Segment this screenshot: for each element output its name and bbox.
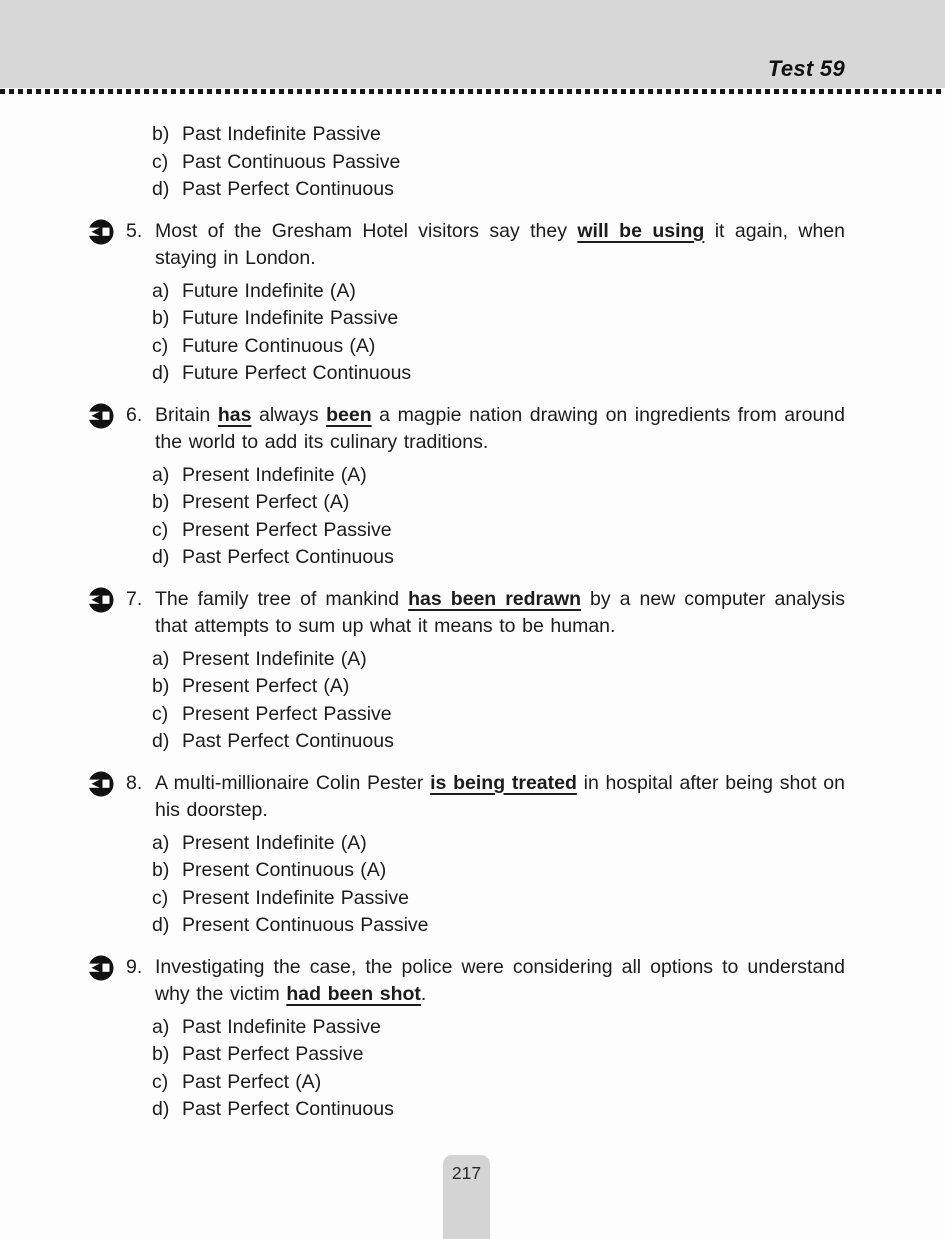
option-letter: b) bbox=[152, 491, 170, 513]
answer-option bbox=[0, 517, 945, 545]
option-letter: b) bbox=[152, 307, 170, 329]
question-options bbox=[0, 1014, 945, 1124]
question-number: 8. bbox=[126, 771, 143, 794]
answer-option bbox=[0, 646, 945, 674]
question-block bbox=[0, 218, 945, 388]
leftover-options bbox=[0, 121, 945, 204]
option-text: Future Perfect Continuous bbox=[182, 362, 412, 384]
option-text: Present Perfect Passive bbox=[182, 702, 392, 725]
question-text: The family tree of mankind has been redrawn by a new computer analysis that attempts to sum up what it means to be human. bbox=[155, 587, 845, 637]
option-text: Future Continuous (A) bbox=[182, 334, 376, 357]
header-band bbox=[0, 0, 945, 88]
answer-option bbox=[0, 1014, 945, 1042]
answer-option bbox=[0, 149, 945, 177]
dotted-divider bbox=[0, 88, 945, 95]
option-text: Past Perfect Continuous bbox=[182, 730, 394, 752]
question-block bbox=[0, 954, 945, 1124]
option-letter: d) bbox=[152, 914, 170, 936]
option-text: Past Perfect (A) bbox=[182, 1070, 322, 1093]
question-number: 7. bbox=[126, 587, 143, 610]
answer-option bbox=[0, 728, 945, 756]
question-options bbox=[0, 830, 945, 940]
option-text: Present Perfect (A) bbox=[182, 675, 350, 697]
option-letter: d) bbox=[152, 178, 170, 200]
option-letter: d) bbox=[152, 1098, 170, 1120]
option-text: Present Indefinite (A) bbox=[182, 463, 367, 486]
answer-option bbox=[0, 360, 945, 388]
answer-option bbox=[0, 885, 945, 913]
option-letter: a) bbox=[152, 463, 170, 486]
question-text: Investigating the case, the police were considering all options to understand why the victim had been shot. bbox=[155, 955, 845, 1005]
page-tab bbox=[443, 1155, 490, 1239]
question-number: 9. bbox=[126, 955, 143, 978]
option-text: Past Perfect Passive bbox=[182, 1043, 364, 1065]
answer-option bbox=[0, 912, 945, 940]
option-letter: b) bbox=[152, 123, 170, 145]
answer-option bbox=[0, 701, 945, 729]
option-text: Past Perfect Continuous bbox=[182, 546, 394, 568]
option-letter: c) bbox=[152, 518, 169, 541]
answer-option bbox=[0, 830, 945, 858]
question-text: A multi-millionaire Colin Pester is being treated in hospital after being shot on his doorstep. bbox=[155, 771, 845, 821]
option-letter: b) bbox=[152, 1043, 170, 1065]
option-text: Past Perfect Continuous bbox=[182, 178, 394, 200]
option-text: Present Continuous (A) bbox=[182, 859, 387, 881]
question-number: 5. bbox=[126, 219, 143, 242]
option-letter: a) bbox=[152, 279, 170, 302]
option-letter: d) bbox=[152, 730, 170, 752]
question-block bbox=[0, 402, 945, 572]
question-row bbox=[0, 770, 945, 825]
option-letter: d) bbox=[152, 362, 170, 384]
question-row bbox=[0, 954, 945, 1009]
option-letter: d) bbox=[152, 546, 170, 568]
circular-arrow-icon bbox=[88, 955, 114, 981]
option-text: Present Indefinite (A) bbox=[182, 831, 367, 854]
circular-arrow-icon bbox=[88, 587, 114, 613]
question-number: 6. bbox=[126, 403, 143, 426]
answer-option bbox=[0, 278, 945, 306]
option-text: Future Indefinite Passive bbox=[182, 307, 399, 329]
question-options bbox=[0, 462, 945, 572]
option-letter: a) bbox=[152, 1015, 170, 1038]
option-letter: c) bbox=[152, 886, 169, 909]
option-letter: b) bbox=[152, 675, 170, 697]
option-letter: b) bbox=[152, 859, 170, 881]
answer-option bbox=[0, 1041, 945, 1069]
question-row bbox=[0, 218, 945, 273]
answer-option bbox=[0, 544, 945, 572]
circular-arrow-icon bbox=[88, 403, 114, 429]
option-letter: c) bbox=[152, 150, 169, 173]
option-text: Past Perfect Continuous bbox=[182, 1098, 394, 1120]
question-text: Most of the Gresham Hotel visitors say they will be using it again, when staying in London. bbox=[155, 219, 846, 269]
option-letter: a) bbox=[152, 831, 170, 854]
answer-option bbox=[0, 1069, 945, 1097]
question-options bbox=[0, 278, 945, 388]
option-letter: c) bbox=[152, 702, 169, 725]
option-text: Future Indefinite (A) bbox=[182, 279, 356, 302]
answer-option bbox=[0, 673, 945, 701]
question-block bbox=[0, 586, 945, 756]
page-number: 217 bbox=[451, 1163, 482, 1183]
option-text: Present Perfect (A) bbox=[182, 491, 350, 513]
test-content bbox=[0, 95, 945, 1124]
answer-option bbox=[0, 1096, 945, 1124]
answer-option bbox=[0, 489, 945, 517]
option-text: Present Indefinite (A) bbox=[182, 647, 367, 670]
option-letter: a) bbox=[152, 647, 170, 670]
answer-option bbox=[0, 176, 945, 204]
question-options bbox=[0, 646, 945, 756]
question-row bbox=[0, 586, 945, 641]
circular-arrow-icon bbox=[88, 219, 114, 245]
answer-option bbox=[0, 333, 945, 361]
answer-option bbox=[0, 462, 945, 490]
questions bbox=[0, 218, 945, 1124]
answer-option bbox=[0, 121, 945, 149]
option-letter: c) bbox=[152, 334, 169, 357]
answer-option bbox=[0, 857, 945, 885]
option-text: Past Indefinite Passive bbox=[182, 123, 381, 145]
option-text: Past Indefinite Passive bbox=[182, 1015, 381, 1038]
option-text: Present Continuous Passive bbox=[182, 914, 429, 936]
option-letter: c) bbox=[152, 1070, 169, 1093]
circular-arrow-icon bbox=[88, 771, 114, 797]
question-block bbox=[0, 770, 945, 940]
option-text: Present Indefinite Passive bbox=[182, 886, 410, 909]
page-title: Test 59 bbox=[767, 56, 845, 81]
option-text: Past Continuous Passive bbox=[182, 150, 401, 173]
question-row bbox=[0, 402, 945, 457]
answer-option bbox=[0, 305, 945, 333]
option-text: Present Perfect Passive bbox=[182, 518, 392, 541]
question-text: Britain has always been a magpie nation drawing on ingredients from around the world to add its culinary traditions. bbox=[155, 403, 845, 453]
